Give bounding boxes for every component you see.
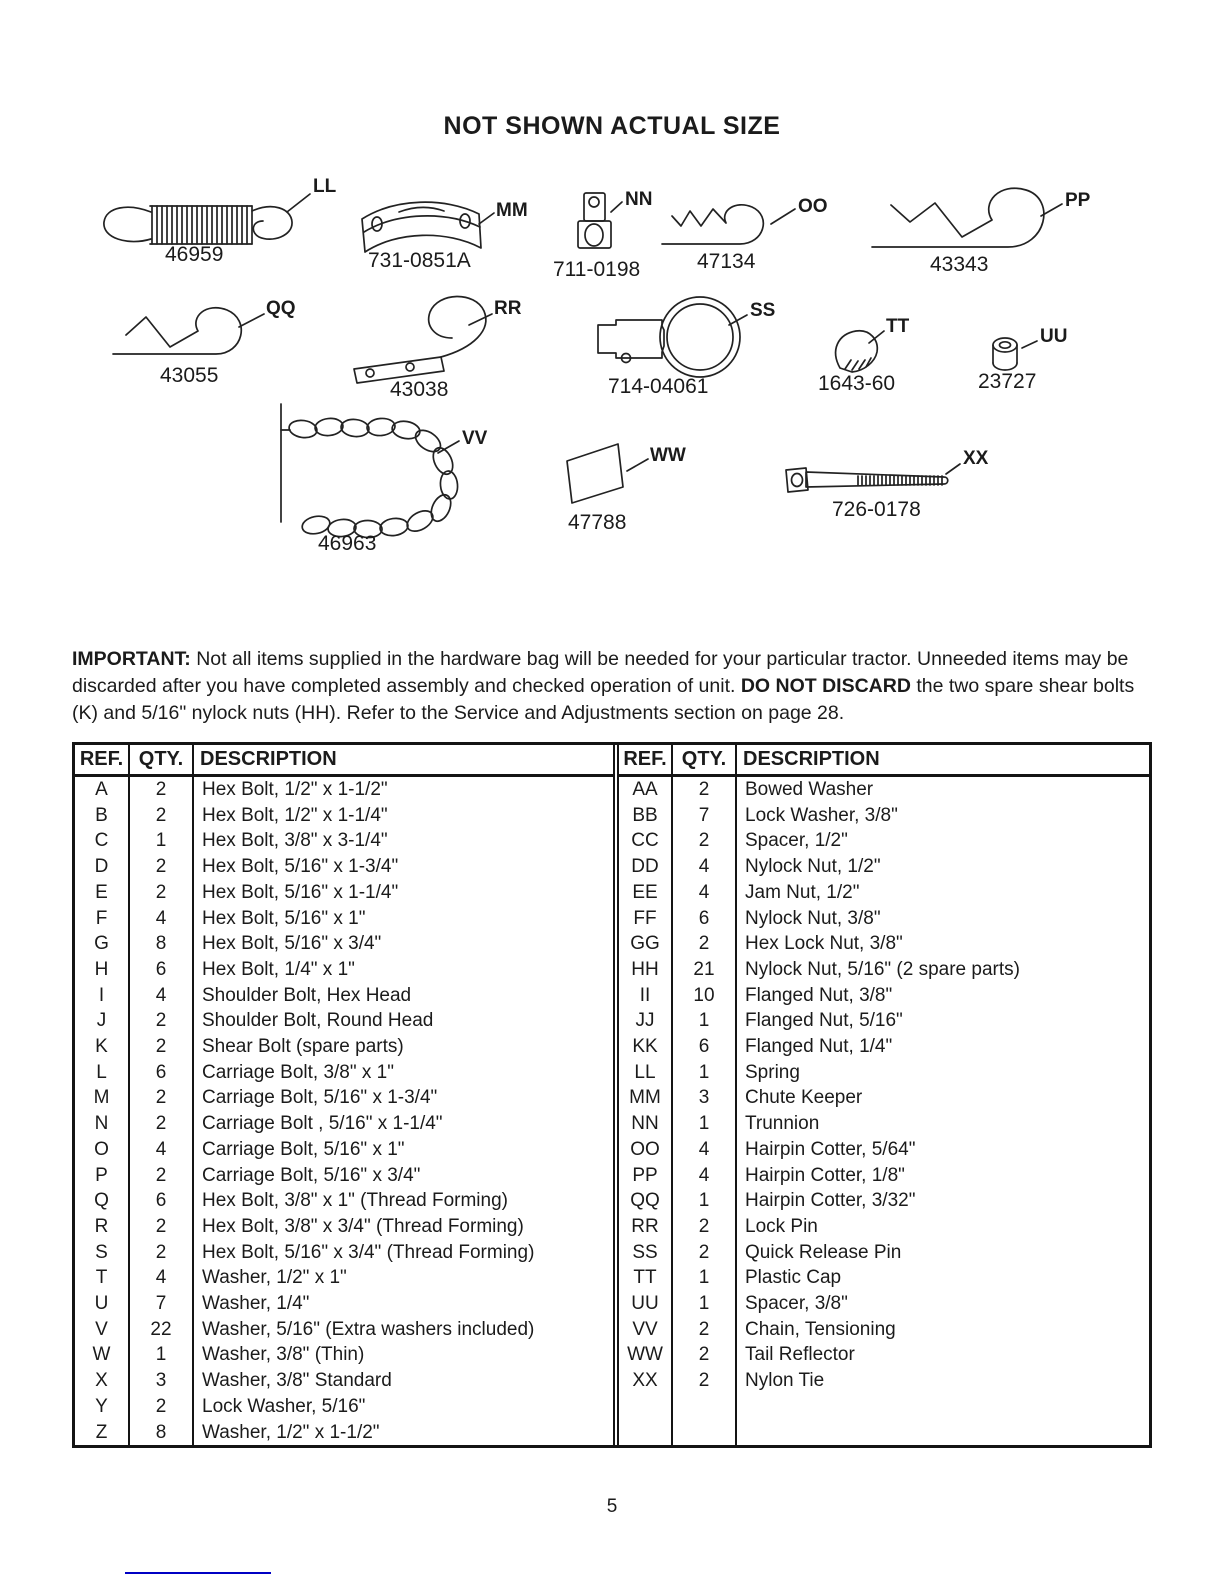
qty-cell: 6 xyxy=(129,1188,193,1214)
description-cell: Lock Washer, 5/16" xyxy=(202,1395,366,1417)
qty-cell: 2 xyxy=(129,854,193,880)
description-cell: Hex Bolt, 5/16" x 3/4" xyxy=(202,933,382,955)
table-row xyxy=(618,1368,1149,1394)
description-cell xyxy=(736,1420,1149,1446)
description-cell: Spacer, 1/2" xyxy=(745,830,848,852)
table-row xyxy=(618,1008,1149,1034)
table-row xyxy=(618,1291,1149,1317)
table-row xyxy=(75,1291,614,1317)
table-row xyxy=(75,1085,614,1111)
ref-cell: LL xyxy=(618,1060,672,1086)
qty-cell: 4 xyxy=(672,1163,736,1189)
table-row xyxy=(618,931,1149,957)
trunnion-drawing xyxy=(578,193,622,248)
footer-underline xyxy=(125,1572,271,1574)
table-row xyxy=(75,1394,614,1420)
table-row xyxy=(75,1240,614,1266)
ref-cell: K xyxy=(75,1034,129,1060)
ref-cell: WW xyxy=(618,1342,672,1368)
table-row xyxy=(75,854,614,880)
table-row xyxy=(75,1163,614,1189)
qty-cell: 3 xyxy=(129,1368,193,1394)
qty-cell: 2 xyxy=(129,1111,193,1137)
table-row xyxy=(75,803,614,829)
qty-cell: 2 xyxy=(672,776,736,803)
ref-cell: SS xyxy=(618,1240,672,1266)
qty-cell xyxy=(672,1394,736,1420)
qty-cell: 1 xyxy=(672,1060,736,1086)
qty-cell: 1 xyxy=(672,1008,736,1034)
table-row xyxy=(618,1317,1149,1343)
ref-cell: G xyxy=(75,931,129,957)
ref-cell: HH xyxy=(618,957,672,983)
qty-cell: 8 xyxy=(129,1420,193,1446)
description-cell: Hairpin Cotter, 3/32" xyxy=(745,1190,916,1212)
table-row xyxy=(75,828,614,854)
qty-cell: 6 xyxy=(672,1034,736,1060)
ref-cell: QQ xyxy=(618,1188,672,1214)
hairpin-cotter-qq-drawing xyxy=(113,308,264,354)
ref-cell: D xyxy=(75,854,129,880)
ref-cell: NN xyxy=(618,1111,672,1137)
description-cell: Lock Pin xyxy=(745,1215,818,1237)
description-cell: Washer, 5/16" (Extra washers included) xyxy=(202,1318,535,1340)
important-text-1: Not all items supplied in the hardware bag will be needed for your particular tractor. Unneeded items may be discarded after you have completed assembly and checked operation of unit. xyxy=(72,648,1129,697)
description-cell: Carriage Bolt, 5/16" x 1" xyxy=(202,1138,405,1160)
part-label-LL: LL xyxy=(313,176,337,197)
part-number-OO: 47134 xyxy=(697,250,756,273)
qty-cell: 2 xyxy=(672,1214,736,1240)
qty-cell: 6 xyxy=(129,1060,193,1086)
chute-keeper-drawing xyxy=(362,202,494,252)
qty-cell: 2 xyxy=(129,1214,193,1240)
description-cell: Hex Bolt, 3/8" x 3/4" (Thread Forming) xyxy=(202,1215,524,1237)
ref-cell: I xyxy=(75,983,129,1009)
description-cell: Washer, 3/8" (Thin) xyxy=(202,1344,365,1366)
qty-cell: 2 xyxy=(672,1240,736,1266)
ref-cell: FF xyxy=(618,906,672,932)
description-cell: Hex Bolt, 5/16" x 1-3/4" xyxy=(202,856,399,878)
table-row xyxy=(75,1317,614,1343)
part-label-XX: XX xyxy=(963,448,989,469)
table-row xyxy=(75,906,614,932)
qty-cell: 2 xyxy=(672,931,736,957)
ref-cell: TT xyxy=(618,1265,672,1291)
ref-cell: U xyxy=(75,1291,129,1317)
qty-cell: 1 xyxy=(672,1265,736,1291)
description-cell: Hex Bolt, 5/16" x 3/4" (Thread Forming) xyxy=(202,1241,535,1263)
ref-cell: CC xyxy=(618,828,672,854)
description-cell: Hex Bolt, 1/4" x 1" xyxy=(202,958,355,980)
ref-cell: H xyxy=(75,957,129,983)
ref-cell: JJ xyxy=(618,1008,672,1034)
part-number-SS: 714-04061 xyxy=(608,375,709,398)
ref-cell: J xyxy=(75,1008,129,1034)
spacer-drawing xyxy=(993,338,1037,370)
table-row xyxy=(75,1214,614,1240)
description-cell: Jam Nut, 1/2" xyxy=(745,881,860,903)
description-cell: Shear Bolt (spare parts) xyxy=(202,1036,404,1058)
qty-cell: 4 xyxy=(672,880,736,906)
qty-cell: 22 xyxy=(129,1317,193,1343)
table-row xyxy=(618,1342,1149,1368)
part-label-OO: OO xyxy=(798,196,828,217)
lock-pin-drawing xyxy=(354,296,492,383)
plastic-cap-drawing xyxy=(836,331,884,372)
hairpin-cotter-oo-drawing xyxy=(662,205,795,244)
qty-cell: 4 xyxy=(129,1137,193,1163)
table-row xyxy=(618,1111,1149,1137)
ref-cell xyxy=(618,1394,672,1420)
qty-cell: 4 xyxy=(672,1137,736,1163)
ref-header: REF. xyxy=(618,745,672,776)
qty-cell: 4 xyxy=(129,1265,193,1291)
part-number-PP: 43343 xyxy=(930,253,989,276)
ref-cell: O xyxy=(75,1137,129,1163)
qty-cell: 6 xyxy=(129,957,193,983)
part-label-PP: PP xyxy=(1065,190,1091,211)
qty-cell: 2 xyxy=(129,1240,193,1266)
ref-cell: RR xyxy=(618,1214,672,1240)
ref-cell: B xyxy=(75,803,129,829)
ref-cell: Y xyxy=(75,1394,129,1420)
part-number-QQ: 43055 xyxy=(160,364,219,387)
ref-cell: N xyxy=(75,1111,129,1137)
table-row xyxy=(618,803,1149,829)
do-not-discard-text: DO NOT DISCARD xyxy=(740,675,911,697)
qty-cell: 2 xyxy=(129,1034,193,1060)
qty-cell: 6 xyxy=(672,906,736,932)
ref-cell: C xyxy=(75,828,129,854)
part-label-TT: TT xyxy=(886,316,910,337)
table-row xyxy=(618,828,1149,854)
qty-cell: 2 xyxy=(129,1008,193,1034)
important-label: IMPORTANT: xyxy=(72,648,191,670)
qty-cell: 2 xyxy=(672,828,736,854)
ref-cell: DD xyxy=(618,854,672,880)
table-row xyxy=(618,1214,1149,1240)
description-cell: Flanged Nut, 3/8" xyxy=(745,984,893,1006)
table-row xyxy=(75,776,614,803)
description-cell: Hex Bolt, 1/2" x 1-1/4" xyxy=(202,804,388,826)
ref-cell: VV xyxy=(618,1317,672,1343)
table-row xyxy=(618,880,1149,906)
table-row xyxy=(618,1188,1149,1214)
ref-cell: P xyxy=(75,1163,129,1189)
ref-cell: EE xyxy=(618,880,672,906)
table-row xyxy=(618,906,1149,932)
ref-cell: E xyxy=(75,880,129,906)
qty-cell: 7 xyxy=(672,803,736,829)
qty-header: QTY. xyxy=(672,745,736,776)
ref-cell: R xyxy=(75,1214,129,1240)
description-cell: Nylock Nut, 5/16" (2 spare parts) xyxy=(745,958,1020,980)
qty-cell: 2 xyxy=(129,776,193,803)
description-cell: Washer, 3/8" Standard xyxy=(202,1370,392,1392)
description-cell: Hex Bolt, 5/16" x 1" xyxy=(202,907,366,929)
description-cell: Nylock Nut, 3/8" xyxy=(745,907,881,929)
table-row xyxy=(618,1137,1149,1163)
description-cell: Hex Lock Nut, 3/8" xyxy=(745,933,903,955)
part-label-WW: WW xyxy=(650,445,686,466)
description-cell: Hex Bolt, 3/8" x 1" (Thread Forming) xyxy=(202,1190,508,1212)
description-cell: Carriage Bolt, 5/16" x 3/4" xyxy=(202,1164,421,1186)
qty-cell: 4 xyxy=(129,983,193,1009)
table-row xyxy=(75,983,614,1009)
ref-cell: MM xyxy=(618,1085,672,1111)
description-cell: Nylock Nut, 1/2" xyxy=(745,856,881,878)
ref-header: REF. xyxy=(75,745,129,776)
table-row xyxy=(75,1008,614,1034)
ref-cell xyxy=(618,1420,672,1446)
ref-cell: L xyxy=(75,1060,129,1086)
table-row xyxy=(618,957,1149,983)
table-row xyxy=(75,931,614,957)
table-row xyxy=(618,1163,1149,1189)
ref-cell: AA xyxy=(618,776,672,803)
ref-cell: UU xyxy=(618,1291,672,1317)
description-cell: Nylon Tie xyxy=(745,1370,825,1392)
qty-cell xyxy=(672,1420,736,1446)
table-row xyxy=(618,1085,1149,1111)
table-header-row xyxy=(618,745,1149,776)
table-row xyxy=(75,1342,614,1368)
ref-cell: V xyxy=(75,1317,129,1343)
table-row xyxy=(618,1394,1149,1420)
qty-cell: 4 xyxy=(129,906,193,932)
qty-cell: 2 xyxy=(129,1163,193,1189)
description-header: DESCRIPTION xyxy=(736,745,1149,776)
table-row xyxy=(618,1240,1149,1266)
description-cell: Chute Keeper xyxy=(745,1087,863,1109)
part-label-UU: UU xyxy=(1040,326,1068,347)
description-cell: Hex Bolt, 5/16" x 1-1/4" xyxy=(202,881,399,903)
ref-cell: T xyxy=(75,1265,129,1291)
description-cell: Hex Bolt, 1/2" x 1-1/2" xyxy=(202,779,388,800)
description-cell: Shoulder Bolt, Hex Head xyxy=(202,984,412,1006)
part-label-MM: MM xyxy=(496,200,528,221)
description-cell: Flanged Nut, 5/16" xyxy=(745,1010,903,1032)
table-row xyxy=(75,1137,614,1163)
description-cell: Washer, 1/2" x 1-1/2" xyxy=(202,1421,380,1443)
page-title: NOT SHOWN ACTUAL SIZE xyxy=(443,112,781,140)
qty-cell: 8 xyxy=(129,931,193,957)
important-text-2: the two spare shear bolts (K) and 5/16" nylock nuts (HH). Refer to the Service and Adjustments section on page 28. xyxy=(72,675,1135,724)
part-number-WW: 47788 xyxy=(568,511,627,534)
qty-cell: 1 xyxy=(672,1111,736,1137)
qty-cell: 2 xyxy=(672,1317,736,1343)
table-row xyxy=(618,854,1149,880)
nylon-tie-drawing xyxy=(786,464,960,492)
part-number-RR: 43038 xyxy=(390,378,449,401)
ref-cell: F xyxy=(75,906,129,932)
ref-cell: W xyxy=(75,1342,129,1368)
part-number-MM: 731-0851A xyxy=(368,249,471,272)
part-label-NN: NN xyxy=(625,189,653,210)
table-row xyxy=(75,1368,614,1394)
ref-cell: II xyxy=(618,983,672,1009)
table-row xyxy=(618,1034,1149,1060)
table-row xyxy=(75,880,614,906)
hairpin-cotter-pp-drawing xyxy=(872,188,1062,247)
description-cell xyxy=(736,1394,1149,1420)
qty-cell: 10 xyxy=(672,983,736,1009)
qty-cell: 1 xyxy=(129,1342,193,1368)
description-cell: Washer, 1/4" xyxy=(202,1293,310,1315)
qty-cell: 2 xyxy=(129,1394,193,1420)
table-row xyxy=(75,1111,614,1137)
hardware-table-right xyxy=(617,745,1149,1445)
hardware-table-left xyxy=(75,745,615,1445)
table-row xyxy=(75,1034,614,1060)
part-number-XX: 726-0178 xyxy=(832,498,921,521)
ref-cell: KK xyxy=(618,1034,672,1060)
table-row xyxy=(618,983,1149,1009)
qty-header: QTY. xyxy=(129,745,193,776)
qty-cell: 2 xyxy=(672,1342,736,1368)
qty-cell: 21 xyxy=(672,957,736,983)
ref-cell: BB xyxy=(618,803,672,829)
part-label-RR: RR xyxy=(494,298,522,319)
description-cell: Carriage Bolt , 5/16" x 1-1/4" xyxy=(202,1113,443,1135)
description-cell: Lock Washer, 3/8" xyxy=(745,804,898,826)
qty-cell: 2 xyxy=(672,1368,736,1394)
table-row xyxy=(75,1265,614,1291)
part-number-UU: 23727 xyxy=(978,370,1037,393)
description-cell: Shoulder Bolt, Round Head xyxy=(202,1010,434,1032)
part-label-VV: VV xyxy=(462,428,488,449)
part-number-VV: 46963 xyxy=(318,532,377,555)
table-row xyxy=(75,1420,614,1446)
qty-cell: 3 xyxy=(672,1085,736,1111)
chain-drawing xyxy=(281,404,459,538)
table-row xyxy=(618,1265,1149,1291)
qty-cell: 2 xyxy=(129,880,193,906)
quick-release-pin-drawing xyxy=(598,297,747,377)
ref-cell: OO xyxy=(618,1137,672,1163)
qty-cell: 4 xyxy=(672,854,736,880)
description-cell: Plastic Cap xyxy=(745,1267,842,1289)
qty-cell: 1 xyxy=(672,1291,736,1317)
table-row xyxy=(75,957,614,983)
description-cell: Trunnion xyxy=(745,1113,820,1135)
qty-cell: 2 xyxy=(129,1085,193,1111)
ref-cell: Z xyxy=(75,1420,129,1446)
ref-cell: S xyxy=(75,1240,129,1266)
table-row xyxy=(75,1188,614,1214)
description-cell: Spring xyxy=(745,1061,800,1083)
description-header: DESCRIPTION xyxy=(193,745,614,776)
spring-drawing xyxy=(104,194,310,244)
description-cell: Hairpin Cotter, 1/8" xyxy=(745,1164,905,1186)
table-row xyxy=(618,1420,1149,1446)
ref-cell: XX xyxy=(618,1368,672,1394)
description-cell: Chain, Tensioning xyxy=(745,1318,896,1340)
description-cell: Quick Release Pin xyxy=(745,1241,902,1263)
qty-cell: 7 xyxy=(129,1291,193,1317)
tail-reflector-drawing xyxy=(567,444,648,503)
part-number-TT: 1643-60 xyxy=(818,372,896,395)
ref-cell: GG xyxy=(618,931,672,957)
table-row xyxy=(618,776,1149,803)
description-cell: Tail Reflector xyxy=(745,1344,855,1366)
qty-cell: 1 xyxy=(129,828,193,854)
description-cell: Hex Bolt, 3/8" x 3-1/4" xyxy=(202,830,388,852)
ref-cell: M xyxy=(75,1085,129,1111)
table-row xyxy=(618,1060,1149,1086)
description-cell: Hairpin Cotter, 5/64" xyxy=(745,1138,916,1160)
part-number-NN: 711-0198 xyxy=(553,258,641,281)
table-header-row xyxy=(75,745,614,776)
description-cell: Washer, 1/2" x 1" xyxy=(202,1267,347,1289)
description-cell: Carriage Bolt, 3/8" x 1" xyxy=(202,1061,394,1083)
page-number: 5 xyxy=(606,1496,618,1517)
description-cell: Spacer, 3/8" xyxy=(745,1293,848,1315)
qty-cell: 1 xyxy=(672,1188,736,1214)
ref-cell: X xyxy=(75,1368,129,1394)
part-label-QQ: QQ xyxy=(266,298,296,319)
part-label-SS: SS xyxy=(750,300,776,321)
ref-cell: Q xyxy=(75,1188,129,1214)
hardware-table xyxy=(72,742,1152,1448)
description-cell: Carriage Bolt, 5/16" x 1-3/4" xyxy=(202,1087,438,1109)
qty-cell: 2 xyxy=(129,803,193,829)
table-row xyxy=(75,1060,614,1086)
ref-cell: A xyxy=(75,776,129,803)
description-cell: Flanged Nut, 1/4" xyxy=(745,1036,893,1058)
ref-cell: PP xyxy=(618,1163,672,1189)
part-number-LL: 46959 xyxy=(165,243,224,266)
description-cell: Bowed Washer xyxy=(745,779,874,800)
important-note xyxy=(72,646,1149,727)
